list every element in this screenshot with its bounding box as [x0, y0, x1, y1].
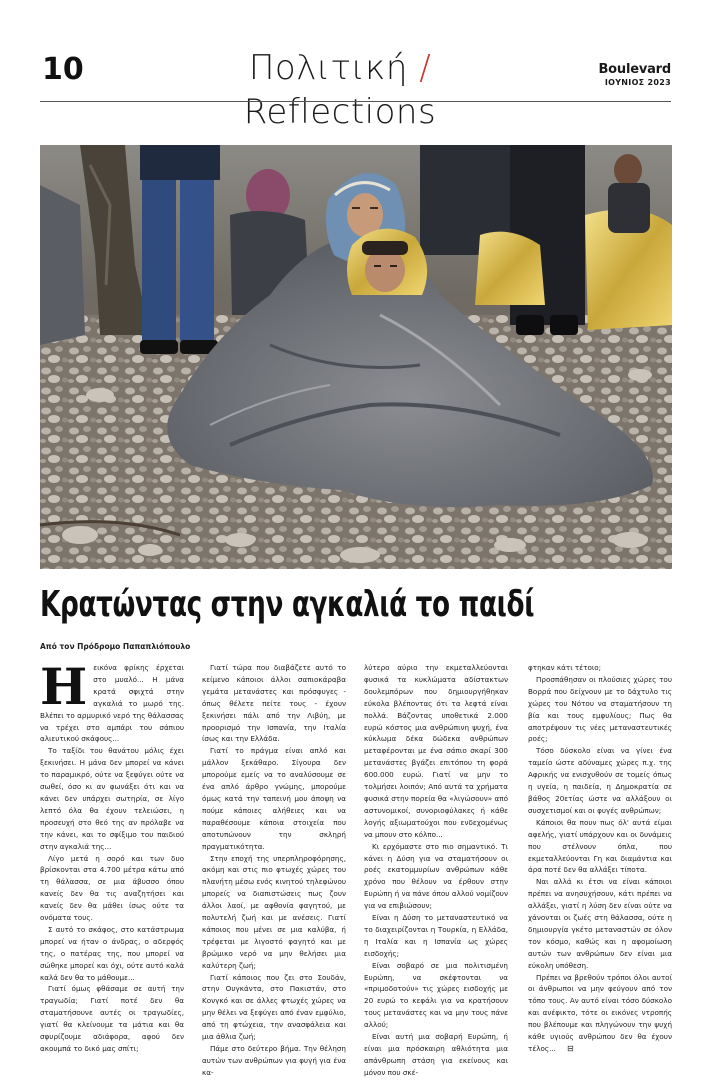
article-headline: Κρατώντας στην αγκαλιά το παιδί [40, 584, 535, 625]
section-title [170, 46, 510, 134]
paragraph: Προσπάθησαν οι πλούσιες χώρες του Βορρά που δείχνουν με το δάχτυλο τις χώρες του Νότου να σταματήσουν τη βία και τους εμφυλίους; Πως θα αποτρέψουν τις νέες μεταναστευτικές ροές; [528, 674, 672, 744]
paragraph: Τόσο δύσκολο είναι να γίνει ένα ταμείο ώστε αδύναμες χώρες π.χ. της Αφρικής να ενισχυθούν σε τομείς όπως η υγεία, η παιδεία, η Δημοκρατία σε βάθος 20ετίας ώστε να αλλάξουν οι συσχετισμοί και οι φυγές ανθρώπων; [528, 746, 672, 815]
header-rule [40, 101, 671, 102]
paragraph: Πάμε στο δεύτερο βήμα. Την θέληση αυτών των ανθρώπων για φυγή για ένα κα- [202, 1044, 346, 1077]
lead-photo [40, 145, 672, 569]
paragraph: Στην εποχή της υπερπληροφόρησης, ακόμη και στις πιο φτωχές χώρες του πλανήτη μέσω ενός κινητού τηλεφώνου μπορείς να διαπιστώσεις πως ζουν άλλοι λαοί, με αφθονία φαγητού, με πολυτελή ζωή και με ανέσεις. Γιατί κάποιος που μένει σε μια καλύβα, ή τρέφεται με λιγοστό φαγητό και με βρώμικο νερό να μην θελήσει μια καλύτερη ζωή; [202, 853, 346, 970]
page-header [0, 0, 711, 132]
article-body [40, 657, 672, 1077]
paragraph-final [528, 972, 672, 1055]
section-slash: / [419, 48, 432, 88]
paragraph: λύτερο αύριο την εκμεταλλεύονται φυσικά τα κυκλώματα αδίστακτων δουλεμπόρων που δημιουργήθηκαν εύκολα βλέποντας ότι τα λεφτά είναι πολλά. Βάζοντας υποθετικά 2.000 ευρώ κόστος μια ανθρώπινη ψυχή, ένα κύκλωμα δέκα δώδεκα ανθρώπων μεταφέρονται με ένα σάπιο σκαρί 300 μετανάστες βγάζει επιτόπου τη φορά 600.000 ευρώ. Γιατί να μην το τολμήσει λοιπόν; Από αυτά τα χρήματα φυσικά στην πορεία θα «λιγώσουν» από αστυνομικοί, συνοριοφύλακες ή κάθε λογής αξιωματούχοι που ενδεχομένως να μπουν στο κόλπο... [364, 663, 508, 839]
article-column-4 [528, 662, 672, 1067]
paragraph-final-text: Πρέπει να βρεθούν τρόποι όλοι αυτοί οι άνθρωποι να μην φεύγουν από τον τόπο τους. Αν αυτό είναι τόσο δύσκολο και ανέφικτο, τότε οι εικόνες ντροπής που βλέπουμε και πληγώνουν την ψυχή κάθε υγιούς ανθρώπου δεν θα έχουν τέλος... [528, 972, 672, 1053]
brand-block [598, 63, 671, 88]
paragraph: Γιατί το πράγμα είναι απλό και μάλλον ξεκάθαρο. Σίγουρα δεν μπορούμε εμείς να το αναλύσουμε σε ένα απλό άρθρο γνώμης, μπορούμε όμως κατά την ταπεινή μου άποψη να πούμε κάποιες αλήθειες και να παραθέσουμε κάποια στοιχεία που αποτυπώνουν την σκληρή πραγματικότητα. [202, 746, 346, 851]
article-column-2 [202, 662, 346, 1077]
paragraph: εικόνα φρίκης έρχεται στο μυαλό... Η μάνα κρατά σφιχτά στην αγκαλιά το μωρό της. Βλέπει το αρμυρικό νερό της θάλασσας να τρέχει στο αμπάρι του σάπιου αλιευτικού σκάφους... [40, 663, 184, 744]
section-title-english: Reflections [243, 92, 437, 132]
paragraph: Είναι αυτή μια σοβαρή Ευρώπη, ή είναι μια πρόσκαιρη αθλιότητα μια απάνθρωπη στάση για εκείνους και μόνον που σκέ- [364, 1032, 508, 1077]
issue-date: ΙΟΥΝΙΟΣ 2023 [604, 78, 671, 87]
section-title-greek: Πολιτική [248, 48, 408, 88]
paragraph: Ναι αλλά κι έτσι να είναι κάποιοι πρέπει να ανησυχήσουν, κάτι πρέπει να αλλάξει, γιατί η λύση δεν είναι ούτε να χάνονται οι ζωές στη θάλασσα, ούτε η δημιουργία γκέτο μεταναστών σε όλον τον κόσμο, καθώς και η αφομοίωση αυτών των ανθρώπων δεν είναι μια εύκολη υπόθεση. [528, 877, 672, 970]
article-byline: Από τον Πρόδρομο Παπαπλιόπουλο [40, 642, 191, 651]
article-column-3 [364, 662, 508, 1077]
article-column-1 [40, 657, 184, 1067]
paragraph: Το ταξίδι του θανάτου μόλις έχει ξεκινήσει. Η μάνα δεν μπορεί να κάνει το παραμικρό, ούτε να ξεφύγει ούτε να σωθεί, όσο κι αν φωνάξει ότι και να κάνει δεν υπάρχει σωτηρία, σε λίγο λεπτό όλα θα έχουν τελειώσει, η προσευχή στο θεό της αν πρόλαβε να την κάνει, και το σφίξιμο του παιδιού στην αγκαλιά της... [40, 746, 184, 851]
paragraph: Είναι σοβαρό σε μια πολιτισμένη Ευρώπη, να σκέφτονται να «πριμοδοτούν» τις χώρες εισδοχής με 20 ευρώ το κεφάλι για να κρατήσουν τους μετανάστες και να μην τους πάνε αλλού; [364, 960, 508, 1030]
paragraph: Σ αυτό το σκάφος, στο κατάστρωμα μπορεί να ήταν ο άνδρας, ο αδερφός της, ο πατέρας της, που μπορεί να σώθηκε μπορεί και όχι, ούτε αυτό καλά καλά δεν θα το μάθουμε... [40, 924, 184, 982]
page-number: 10 [42, 52, 84, 87]
paragraph: Γιατί όμως φθάσαμε σε αυτή την τραγωδία; Γιατί ποτέ δεν θα σταματήσουνε αυτές οι τραγωδίες, γιατί θα κλείνουμε τα μάτια και θα σφυρίζουμε αδιάφορα, αφού δεν ακουμπά το δικό μας σπίτι; [40, 984, 184, 1053]
brand-name: Boulevard [598, 62, 671, 77]
paragraph: φτηκαν κάτι τέτοιο; [528, 663, 602, 672]
drop-cap: Η [40, 657, 88, 716]
paragraph: Λίγο μετά η σορό και των δυο βρίσκονται στα 4.700 μέτρα κάτω από τη θάλασσα, σε μια άβυσσο όπου κανείς δεν θα τις αναζητήσει και κανείς δεν θα μάθει ίσως ούτε τα ονόματα τους. [40, 853, 184, 923]
paragraph: Είναι η Δύση το μεταναστευτικό να το διαχειρίζονται η Τουρκία, η Ελλάδα, η Ιταλία και η Ισπανία ως χώρες εισδοχής; [364, 913, 508, 958]
paragraph: Κι ερχόμαστε στο πιο σημαντικό. Τι κάνει η Δύση για να σταματήσουν οι ροές εκατομμυρίων ανθρώπων κάθε χρόνο που θέλουν να έρθουν στην Ευρώπη ή να πάνε όπου αλλού νομίζουν για να επιβιώσουν; [364, 841, 508, 911]
paragraph: Γιατί κάποιος που ζει στο Σουδάν, στην Ουγκάντα, στο Πακιστάν, στο Κονγκό και σε άλλες φτωχές χώρες να μην θέλει να ξεφύγει από έναν εμφύλιο, από τη φτώχεια, την ανασφάλεια και μια άθλια ζωή; [202, 972, 346, 1042]
paragraph: Κάποιοι θα πουν πως όλ' αυτά είμαι αφελής, γιατί υπάρχουν και οι δυνάμεις που στέλνουν όπλα, που εκμεταλλεύονται Γη και διαμάντια και άρα ποτέ δεν θα αλλάξει τίποτα. [528, 817, 672, 875]
paragraph: Γιατί τώρα που διαβάζετε αυτό το κείμενο κάποιοι άλλοι σαπιοκάραβα γεμάτα μετανάστες και πρόσφυγες - όπως θέλετε πείτε τους - έχουν ξεκινήσει πάλι από την Λιβύη, με προορισμό την Ισπανία, την Ιταλία ίσως και την Ελλάδα. [202, 663, 346, 744]
end-mark-icon: ⊟ [566, 1044, 574, 1053]
